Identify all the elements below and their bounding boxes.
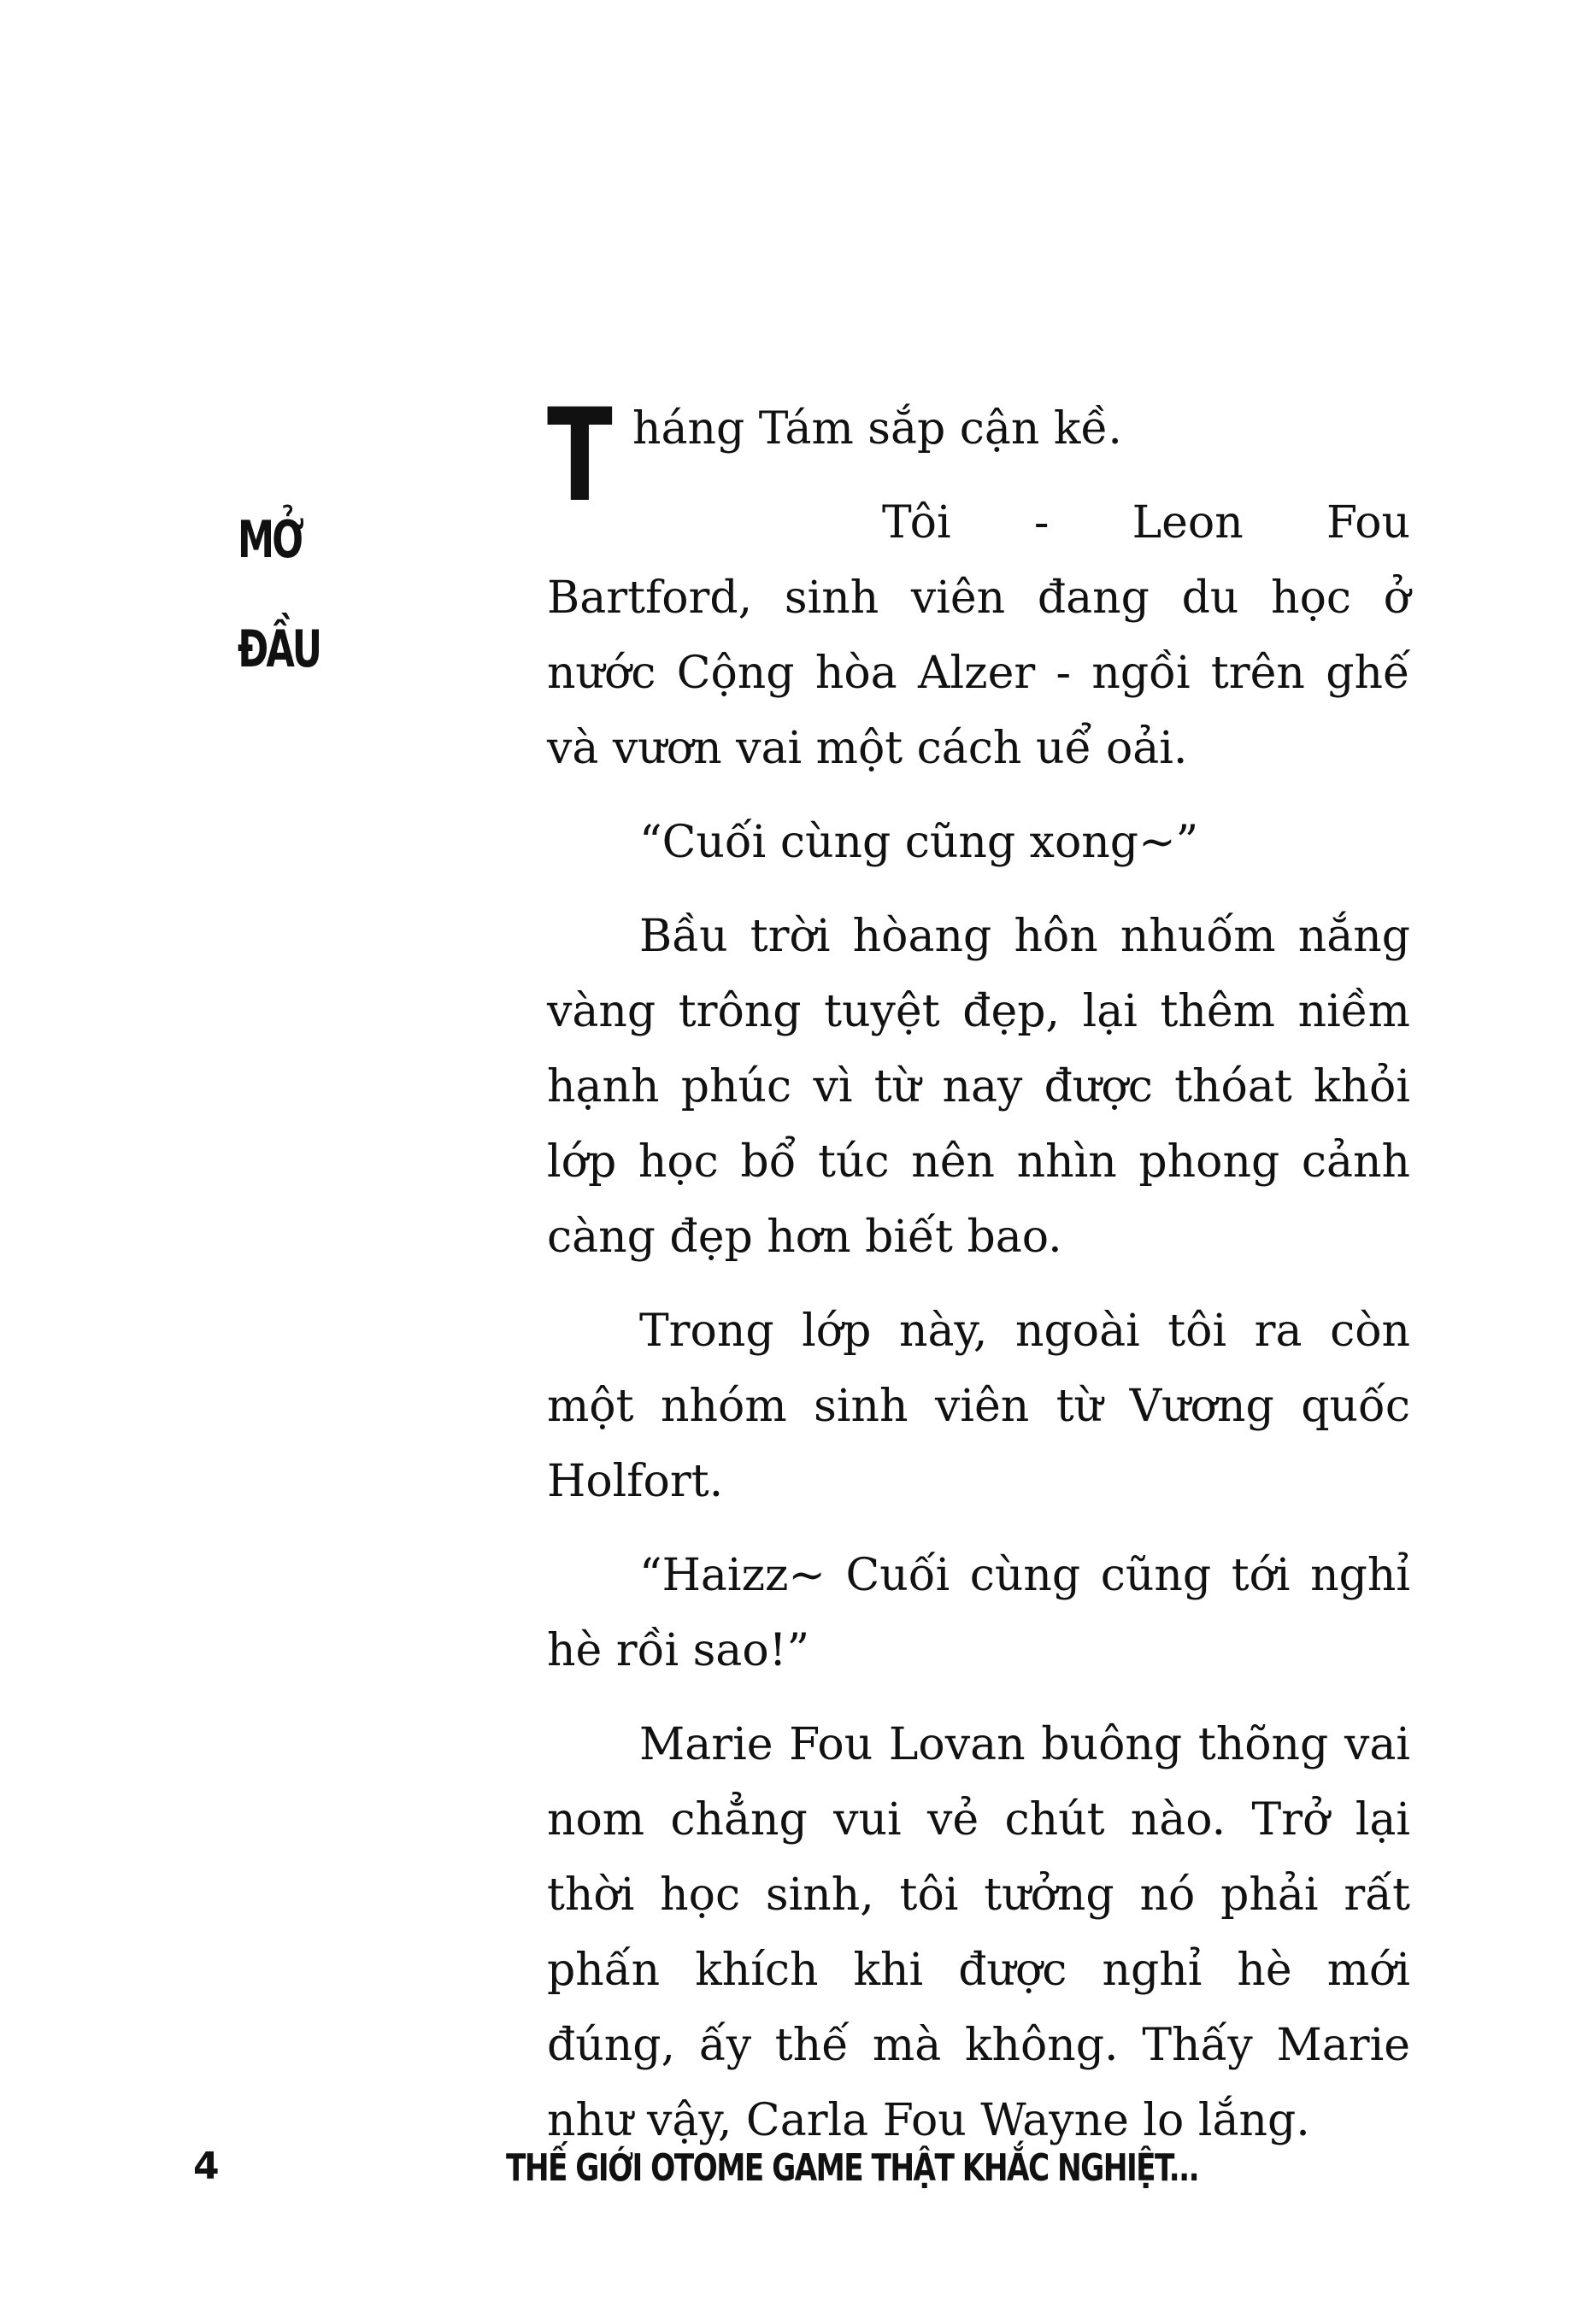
body-text <box>547 382 1410 2177</box>
paragraph-1-text: háng Tám sắp cận kề. <box>632 403 1122 455</box>
paragraph-7: Marie Fou Lovan buông thõng vai nom chẳng vui vẻ chút nào. Trở lại thời học sinh, tôi tưởng nó phải rất phấn khích khi được nghỉ hè mới đúng, ấy thế mà không. Thấy Marie như vậy, Carla Fou Wayne lo lắng. <box>547 1719 1410 2146</box>
chapter-heading-line-2: ĐẦU <box>238 619 320 679</box>
drop-cap: T <box>547 382 613 531</box>
paragraph-6: “Haizz~ Cuối cùng cũng tới nghỉ hè rồi sao!” <box>547 1550 1410 1676</box>
paragraph-5: Trong lớp này, ngoài tôi ra còn một nhóm sinh viên từ Vương quốc Holfort. <box>547 1306 1410 1507</box>
chapter-heading <box>238 485 366 704</box>
page-number: 4 <box>193 2145 220 2188</box>
chapter-heading-line-1: MỞ <box>238 510 302 570</box>
paragraph-2: Tôi - Leon Fou Bartford, sinh viên đang du học ở nước Cộng hòa Alzer - ngồi trên ghế và vươn vai một cách uể oải. <box>547 497 1410 774</box>
paragraph-4: Bầu trời hòang hôn nhuốm nắng vàng trông tuyệt đẹp, lại thêm niềm hạnh phúc vì từ nay được thóat khỏi lớp học bổ túc nên nhìn phong cảnh càng đẹp hơn biết bao. <box>547 911 1410 1263</box>
paragraph-3: “Cuối cùng cũng xong~” <box>639 817 1199 868</box>
paragraph-1 <box>547 382 1410 531</box>
running-title: THẾ GIỚI OTOME GAME THẬT KHẮC NGHIỆT... <box>506 2146 1199 2190</box>
